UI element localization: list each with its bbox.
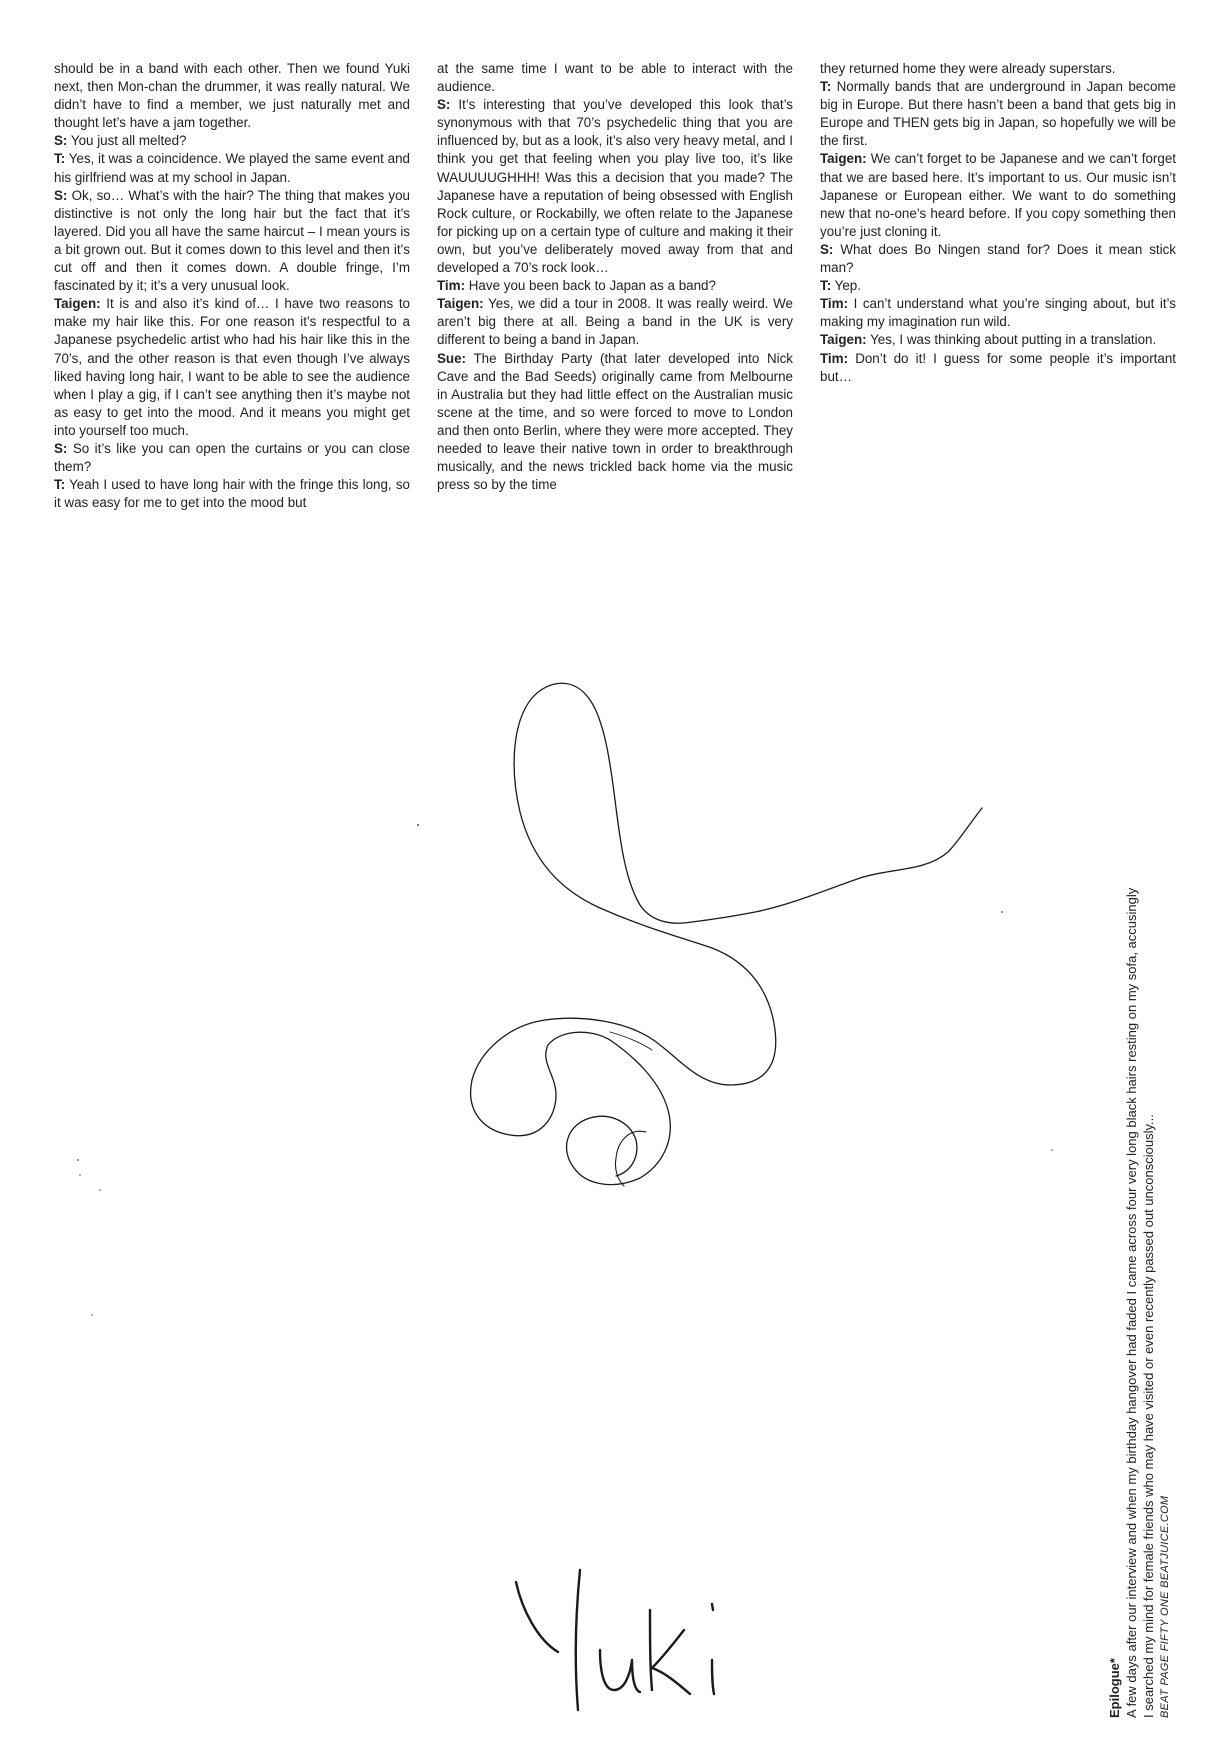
paragraph [820,295,1176,331]
paragraph-text: Normally bands that are underground in Japan become big in Europe. But there hasn’t been a band that gets big in Europe and THEN gets big in Japan, so hopefully we will be the first. [820,79,1176,149]
paragraph-text: You just all melted? [70,133,187,149]
paragraph [54,150,410,186]
paragraph-text: The Birthday Party (that later developed into Nick Cave and the Bad Seeds) originally came from Melbourne in Australia but they had little effect on the Australian music scene at the time, and so were forced to move to London and then onto Berlin, where they were more accepted. They needed to leave their native town in order to breakthrough musically, and the news trickled back home via the music press so by the time [437,350,794,493]
epilogue-line-2: I searched my mind for female friends who may have visited or even recently passed out unconsciously... [1141,1114,1156,1718]
paragraph-text: So it’s like you can open the curtains or you can close them? [54,440,410,475]
paragraph-text: It’s interesting that you’ve developed this look that’s synonymous with that 70’s psychedelic thing that you are influenced by, but as a look, it’s also very heavy metal, and I think you get that feeling when you play live too, it’s like WAUUUUGHHH! Was this a decision that you made? The Japanese have a reputation of being obsessed with English Rock culture, or Rockabilly, we often relate to the Japanese for picking up on a certain type of culture and making it their own, but you’ve deliberately moved away from that and developed a 70’s rock look… [437,97,793,276]
speaker-label: T: [820,278,832,294]
speaker-label: S: [54,187,68,203]
paragraph [820,350,1176,386]
speaker-label: Tim: [437,278,466,294]
paragraph-text: Yeah I used to have long hair with the fringe this long, so it was easy for me to get into the mood but [54,477,410,511]
paragraph [820,150,1176,240]
paragraph [820,78,1176,150]
paragraph-text: Have you been back to Japan as a band? [468,278,716,294]
paragraph-text: Yes, it was a coincidence. We played the same event and his girlfriend was at my school in Japan. [54,151,410,185]
speaker-label: Taigen: [820,151,867,167]
paragraph [437,295,793,349]
speaker-label: Taigen: [820,332,867,348]
epilogue-line-1: A few days after our interview and when my birthday hangover had faded I came across four very long black hairs resting on my sofa, accusingly [1124,887,1139,1718]
paragraph [54,60,410,132]
paragraph-text: they returned home they were already superstars. [820,61,1116,76]
speaker-label: S: [437,97,451,113]
paragraph [437,60,793,96]
paragraph [437,277,793,295]
paragraph-text: should be in a band with each other. Then we found Yuki next, then Mon-chan the drummer, it was really natural. We didn’t have to find a member, we just naturally met and thought let’s have a jam together. [54,61,410,131]
paragraph [54,132,410,150]
paragraph [437,96,793,277]
speaker-label: T: [820,79,832,95]
interview-columns [54,60,1176,512]
speaker-label: Tim: [820,350,849,366]
paragraph-text: Ok, so… What’s with the hair? The thing that makes you distinctive is not only the long hair but the fact that it’s layered. Did you all have the same haircut – I mean yours is a bit grown out. But it comes down to this level and then it’s cut off and then it comes down. A double fringe, I’m fascinated by it; it’s a very unusual look. [54,187,410,294]
epilogue-title: Epilogue* [1107,1658,1122,1718]
speaker-label: Tim: [820,296,849,312]
paragraph [437,350,793,495]
paragraph [54,440,410,476]
paragraph-text: Yes, we did a tour in 2008. It was really weird. We aren’t big there at all. Being a band in the UK is very different to being a band in Japan. [437,296,794,348]
text-column-3 [820,60,1176,512]
paragraph-text: It is and also it’s kind of… I have two reasons to make my hair like this. For one reason it’s respectful to a Japanese psychedelic artist who had his hair like this in the 70’s, and the other reason is that even though I’ve always liked having long hair, I want to be able to see the audience when I play a gig, if I can’t see anything then it’s maybe not as easy to get into the mood. And it means you might get into yourself too much. [54,296,410,438]
paragraph [820,331,1176,349]
epilogue [1106,708,1174,1718]
speaker-label: Taigen: [437,296,484,312]
text-column-1 [54,60,410,512]
speaker-label: S: [820,241,834,257]
text-column-2 [437,60,793,512]
paragraph-text: I can’t understand what you’re singing about, but it’s making my imagination run wild. [820,296,1176,330]
speaker-label: S: [54,133,68,149]
paragraph [820,241,1176,277]
speaker-label: Taigen: [54,296,101,312]
page-footer: BEAT PAGE FIFTY ONE BEATJUICE.COM [1159,1495,1171,1718]
speaker-label: S: [54,440,68,456]
speaker-label: Sue: [437,350,467,366]
paragraph-text: Yep. [834,278,861,294]
paragraph [54,187,410,296]
paragraph-text: What does Bo Ningen stand for? Does it mean stick man? [820,241,1176,276]
speaker-label: T: [54,477,66,493]
paragraph-text: We can’t forget to be Japanese and we can’t forget that we are based here. It’s important to us. Our music isn’t Japanese or European either. We want to do something new that no-one’s heard before. If you copy something then you’re just cloning it. [820,151,1176,239]
paragraph [54,476,410,512]
paragraph-text: Yes, I was thinking about putting in a translation. [870,332,1157,348]
ink-specks [77,824,1053,1316]
yuki-signature [516,1570,714,1710]
speaker-label: T: [54,151,66,167]
paragraph-text: Don’t do it! I guess for some people it’s important but… [820,350,1177,384]
paragraph [820,60,1176,78]
paragraph-text: at the same time I want to be able to interact with the audience. [437,61,793,95]
paragraph [820,277,1176,295]
hair-strand [471,683,982,1186]
paragraph [54,295,410,440]
